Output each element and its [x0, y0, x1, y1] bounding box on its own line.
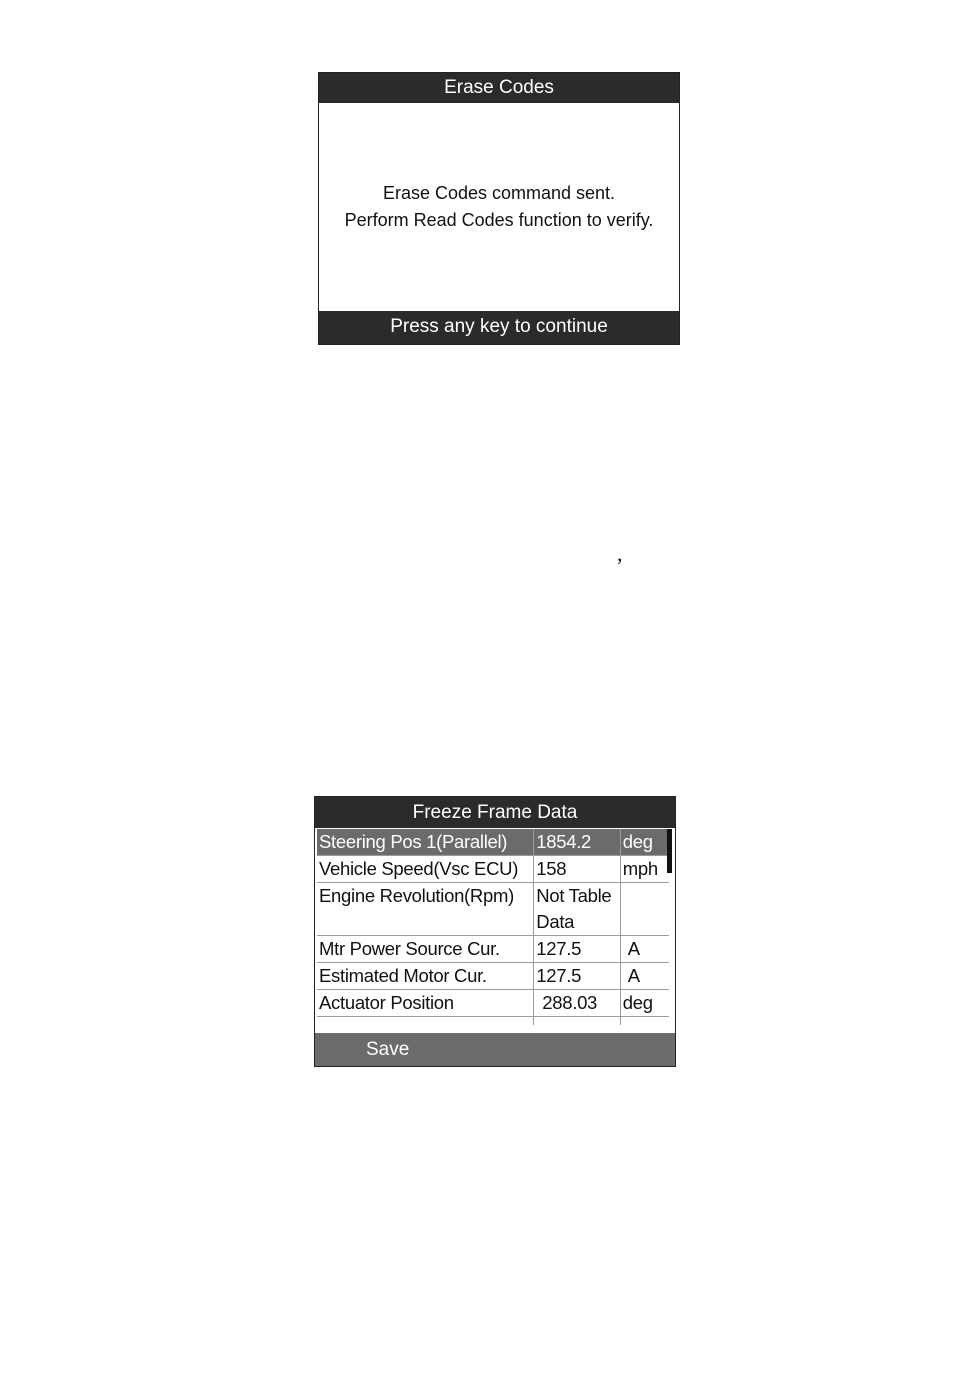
table-row[interactable]: [317, 856, 669, 883]
erase-codes-screen: [318, 72, 680, 345]
continue-prompt[interactable]: Press any key to continue: [319, 311, 679, 344]
pid-value: 288.03: [534, 990, 620, 1017]
pid-name: Steering Pos 1(Parallel): [317, 829, 534, 856]
pid-name: Engine Revolution(Rpm): [317, 883, 534, 936]
scrollbar-thumb[interactable]: [667, 829, 672, 873]
pid-unit: mph: [620, 856, 669, 883]
message-line-1: Erase Codes command sent.: [382, 183, 616, 203]
freeze-frame-footer: [315, 1033, 675, 1066]
erase-codes-message: [319, 103, 679, 311]
table-row[interactable]: [317, 963, 669, 990]
table-row[interactable]: [317, 936, 669, 963]
pid-value: 127.5: [534, 936, 620, 963]
pid-name: Actuator Position: [317, 990, 534, 1017]
pid-name: Estimated Motor Cur.: [317, 963, 534, 990]
message-line-2: Perform Read Codes function to verify.: [344, 210, 654, 230]
stray-comma-mark: ,: [617, 541, 623, 566]
freeze-frame-table: [317, 829, 669, 1025]
pid-name: Vehicle Speed(Vsc ECU): [317, 856, 534, 883]
pid-value: Not Table Data: [534, 883, 620, 936]
table-row[interactable]: [317, 990, 669, 1017]
save-button[interactable]: Save: [366, 1039, 410, 1060]
pid-value: 1854.2: [534, 829, 620, 856]
pid-value: 127.5: [534, 963, 620, 990]
pid-unit: A: [620, 936, 669, 963]
pid-unit: A: [620, 963, 669, 990]
pid-unit: deg: [620, 990, 669, 1017]
freeze-frame-title: Freeze Frame Data: [315, 797, 675, 828]
pid-value: 158: [534, 856, 620, 883]
freeze-frame-screen: [314, 796, 676, 1067]
table-row[interactable]: [317, 883, 669, 936]
table-row[interactable]: [317, 829, 669, 856]
erase-codes-title: Erase Codes: [319, 73, 679, 103]
pid-unit: [620, 883, 669, 936]
pid-unit: deg: [620, 829, 669, 856]
pid-name: Mtr Power Source Cur.: [317, 936, 534, 963]
table-row-spacer: [317, 1017, 669, 1026]
